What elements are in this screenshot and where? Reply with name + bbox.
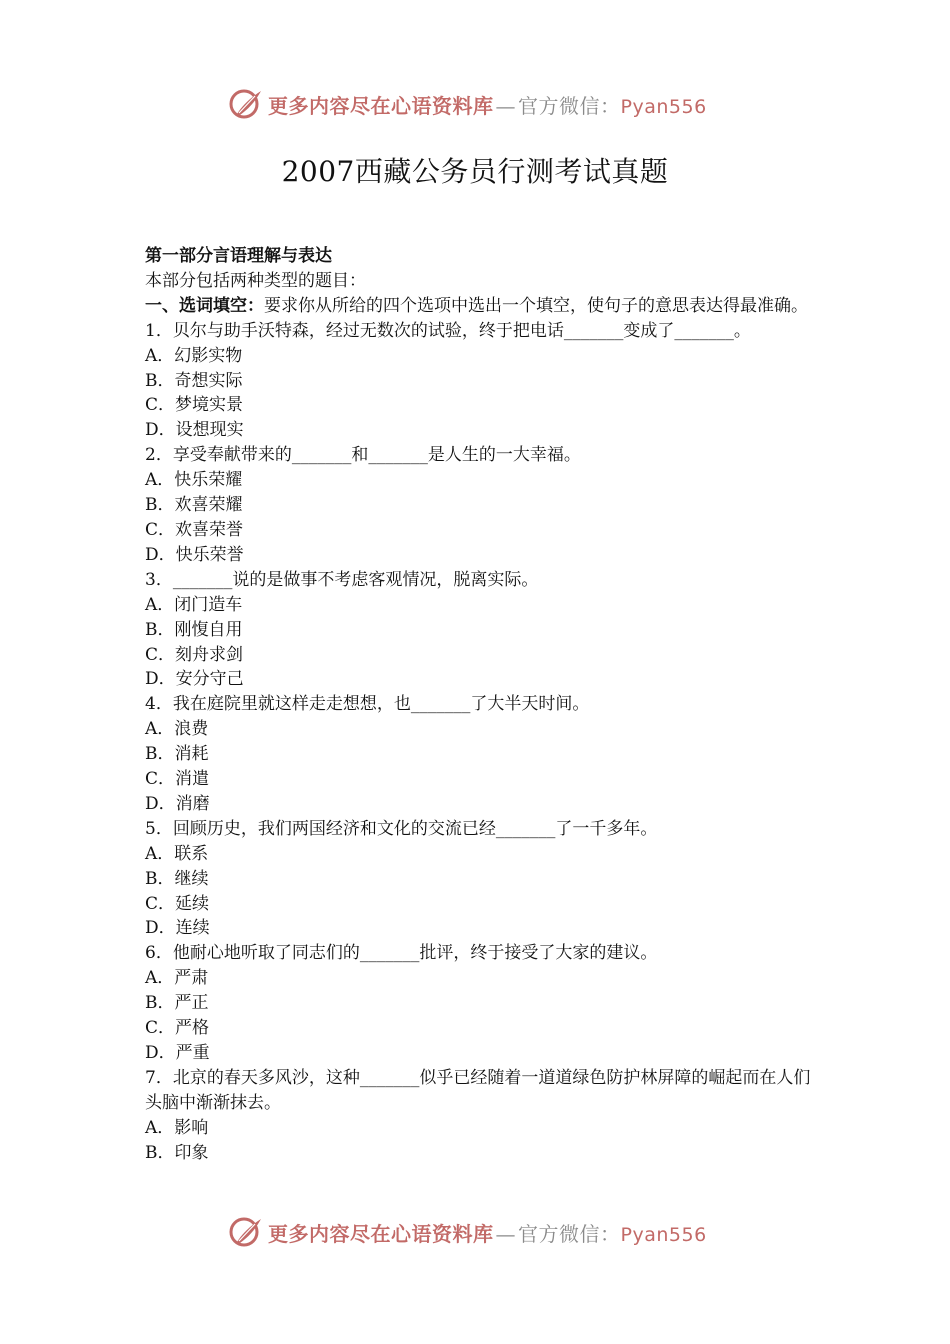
banner-wechat-id: Pyan556 xyxy=(620,1223,707,1246)
question-6 xyxy=(145,941,825,1066)
instruction-label: 一、选词填空： xyxy=(145,295,264,316)
option: B．欢喜荣耀 xyxy=(145,495,243,516)
banner-wechat-id: Pyan556 xyxy=(620,95,707,118)
option: C．欢喜荣誉 xyxy=(145,519,244,540)
question-3 xyxy=(145,568,825,693)
banner-text: 更多内容尽在心语资料库 xyxy=(268,93,494,118)
option: D．设想现实 xyxy=(145,420,244,441)
option: B．奇想实际 xyxy=(145,370,243,391)
section-intro: 本部分包括两种类型的题目： xyxy=(145,270,366,291)
option: C．严格 xyxy=(145,1018,210,1039)
banner-text: 更多内容尽在心语资料库 xyxy=(268,1221,494,1246)
section-heading: 第一部分言语理解与表达 xyxy=(145,246,332,266)
option: C．梦境实景 xyxy=(145,395,244,416)
option: B．消耗 xyxy=(145,744,209,765)
option: B．继续 xyxy=(145,868,209,889)
question-stem: 7．北京的春天多风沙，这种_______似乎已经随着一道道绿色防护林屏障的崛起而在人们头脑中渐渐抹去。 xyxy=(145,1067,811,1113)
question-4 xyxy=(145,692,825,817)
option: A．严肃 xyxy=(145,968,209,989)
banner-separator: — xyxy=(495,1221,516,1246)
option: A．幻影实物 xyxy=(145,345,243,366)
page-title: 2007西藏公务员行测考试真题 xyxy=(281,155,669,188)
option: A．快乐荣耀 xyxy=(145,470,243,491)
question-2 xyxy=(145,443,825,568)
option: A．闭门造车 xyxy=(145,594,243,615)
question-stem: 4．我在庭院里就这样走走想想，也_______了大半天时间。 xyxy=(145,694,590,715)
option: D．严重 xyxy=(145,1043,210,1063)
question-stem: 6．他耐心地听取了同志们的_______批评，终于接受了大家的建议。 xyxy=(145,943,658,964)
option: D．消磨 xyxy=(145,793,210,814)
quill-pen-icon xyxy=(228,1214,264,1250)
option: D．快乐荣誉 xyxy=(145,544,244,565)
question-stem: 1．贝尔与助手沃特森，经过无数次的试验，终于把电话_______变成了_______。 xyxy=(145,320,751,341)
option: C．刻舟求剑 xyxy=(145,644,244,665)
option: D．安分守己 xyxy=(145,669,244,690)
question-1 xyxy=(145,319,825,444)
document-body xyxy=(145,244,825,1166)
option: B．严正 xyxy=(145,993,209,1014)
option: D．连续 xyxy=(145,918,210,939)
option: C．延续 xyxy=(145,893,210,914)
option: B．刚愎自用 xyxy=(145,619,243,640)
quill-pen-icon xyxy=(228,86,264,122)
option: B．印象 xyxy=(145,1142,209,1163)
option: C．消遣 xyxy=(145,769,210,790)
question-7 xyxy=(145,1066,825,1166)
header-banner xyxy=(228,86,748,122)
option: A．影响 xyxy=(145,1117,209,1138)
section-instruction xyxy=(145,294,825,319)
question-stem: 3．_______说的是做事不考虑客观情况，脱离实际。 xyxy=(145,569,539,590)
option: A．浪费 xyxy=(145,719,209,740)
banner-separator: — xyxy=(495,93,516,118)
banner-wechat-label: 官方微信： xyxy=(518,1221,621,1246)
instruction-text: 要求你从所给的四个选项中选出一个填空，使句子的意思表达得最准确。 xyxy=(264,295,808,316)
footer-banner xyxy=(228,1214,748,1250)
banner-wechat-label: 官方微信： xyxy=(518,93,621,118)
question-5 xyxy=(145,817,825,942)
question-stem: 2．享受奉献带来的_______和_______是人生的一大幸福。 xyxy=(145,445,581,466)
question-stem: 5．回顾历史，我们两国经济和文化的交流已经_______了一千多年。 xyxy=(145,818,658,839)
option: A．联系 xyxy=(145,843,209,864)
